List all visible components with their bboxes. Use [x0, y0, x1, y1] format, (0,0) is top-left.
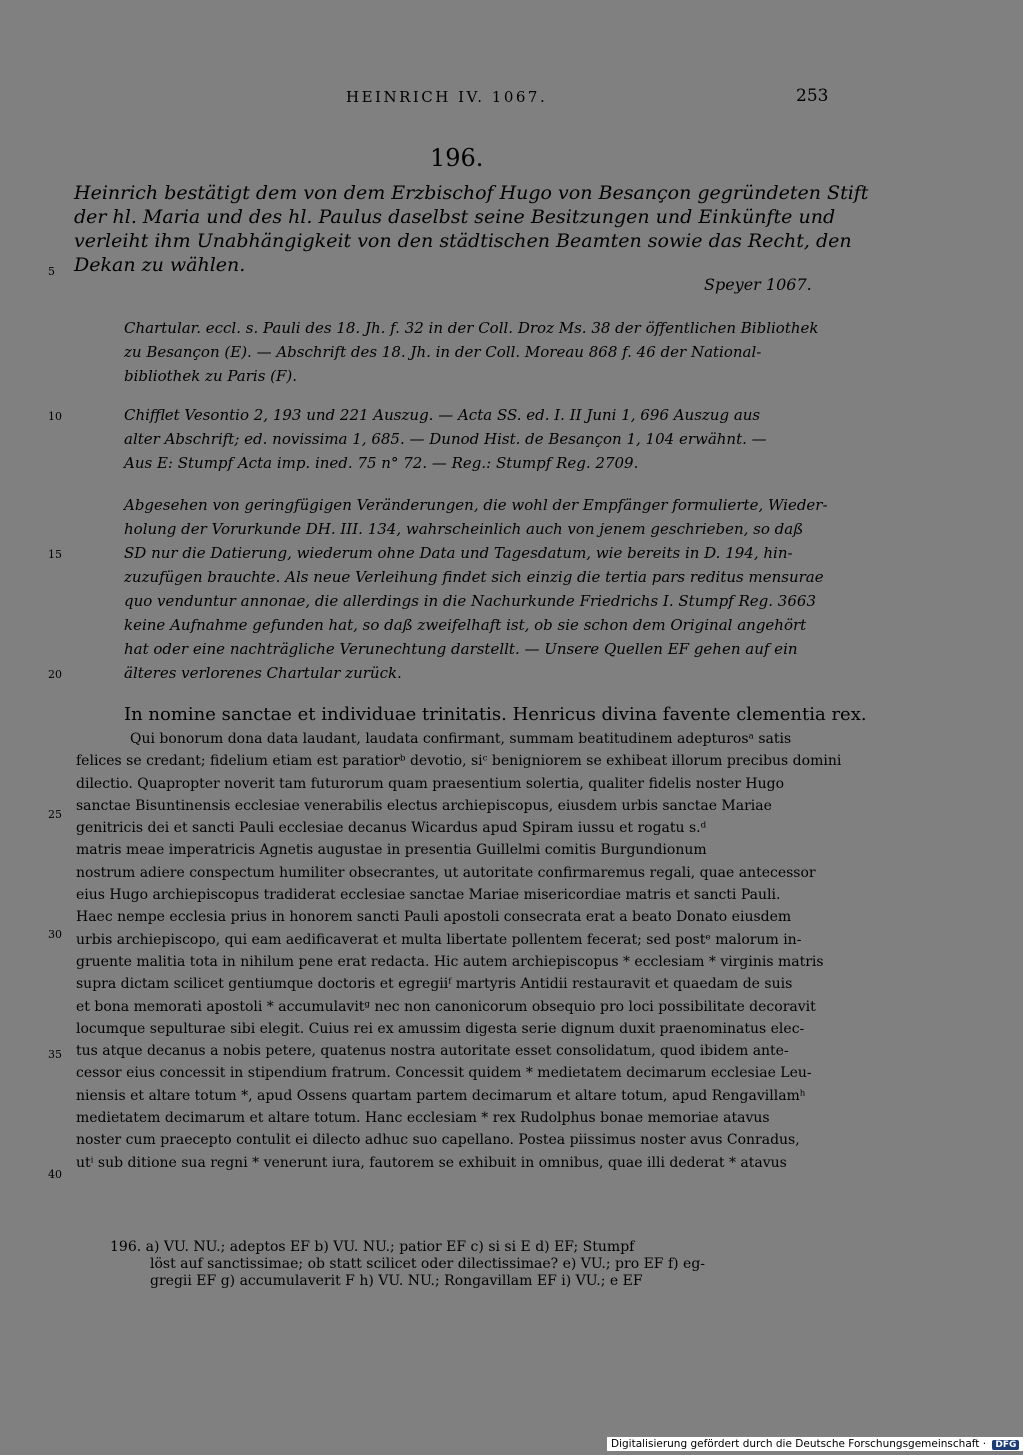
- page-number: 253: [796, 86, 829, 106]
- charter-line: tus atque decanus a nobis petere, quatenus nostra autoritate esset consolidatum, quod ibidem ante-: [76, 1043, 789, 1060]
- charter-line: noster cum praecepto contulit ei dilecto adhuc suo capellano. Postea piissimus noster avus Conradus,: [76, 1132, 800, 1149]
- charter-line: dilectio. Quapropter noverit tam futurorum quam praesentium solertia, qualiter fidelis noster Hugo: [76, 775, 785, 792]
- regest-line: verleiht ihm Unabhängigkeit von den städtischen Beamten sowie das Recht, den: [74, 230, 852, 252]
- line-number: 25: [48, 808, 62, 821]
- tradition-line: Chartular. eccl. s. Pauli des 18. Jh. f. 32 in der Coll. Droz Ms. 38 der öffentlichen Bibliothek: [124, 319, 819, 337]
- footer-text: Digitalisierung gefördert durch die Deutsche Forschungsgemeinschaft ·: [611, 1438, 987, 1450]
- commentary-line: SD nur die Datierung, wiederum ohne Data und Tagesdatum, wie bereits in D. 194, hin-: [124, 544, 793, 562]
- charter-line: gruente malitia tota in nihilum pene erat redacta. Hic autem archiepiscopus * ecclesiam * virginis matris: [76, 953, 824, 970]
- regest-line: der hl. Maria und des hl. Paulus daselbst seine Besitzungen und Einkünfte und: [74, 206, 836, 228]
- prints-line: alter Abschrift; ed. novissima 1, 685. — Dunod Hist. de Besançon 1, 104 erwähnt. —: [124, 430, 767, 448]
- charter-line: et bona memorati apostoli * accumulavitᵍ nec non canonicorum obsequio pro loci possibilitate decoravit: [76, 998, 816, 1015]
- document-number: 196.: [430, 144, 484, 172]
- charter-line: nostrum adiere conspectum humiliter obsecrantes, ut autoritate confirmaremus regali, quae antecessor: [76, 864, 816, 881]
- place-date: Speyer 1067.: [704, 275, 812, 294]
- charter-line: matris meae imperatricis Agnetis augustae in presentia Guillelmi comitis Burgundionum: [76, 842, 707, 859]
- charter-line: sanctae Bisuntinensis ecclesiae venerabilis electus archiepiscopus, eiusdem urbis sanctae Mariae: [76, 797, 772, 814]
- charter-invocatio: In nomine sanctae et individuae trinitatis. Henricus divina favente clementia rex.: [124, 704, 867, 725]
- commentary-line: keine Aufnahme gefunden hat, so daß zweifelhaft ist, ob sie schon dem Original angehört: [124, 616, 807, 634]
- commentary-paragraph: [124, 493, 830, 685]
- line-number: 20: [48, 668, 62, 681]
- tradition-paragraph: [124, 316, 830, 388]
- apparatus-line: 196. a) VU. NU.; adeptos EF b) VU. NU.; patior EF c) si si E d) EF; Stumpf: [110, 1239, 635, 1255]
- commentary-line: Abgesehen von geringfügigen Veränderungen, die wohl der Empfänger formulierte, Wieder-: [124, 496, 828, 514]
- line-number: 10: [48, 410, 62, 423]
- charter-line: felices se credant; fidelium etiam est paratiorᵇ devotio, siᶜ benigniorem se exhibeat illorum precibus domini: [76, 753, 842, 770]
- line-number: 5: [48, 265, 55, 278]
- critical-apparatus: [110, 1239, 832, 1290]
- line-number: 40: [48, 1168, 62, 1181]
- apparatus-line: gregii EF g) accumulaverit F h) VU. NU.; Rongavillam EF i) VU.; e EF: [150, 1273, 643, 1289]
- commentary-line: hat oder eine nachträgliche Verunechtung darstellt. — Unsere Quellen EF gehen auf ein: [124, 640, 798, 658]
- charter-line: niensis et altare totum *, apud Ossens quartam partem decimarum et altare totum, apud Rengavillamʰ: [76, 1087, 806, 1104]
- regest-line: Heinrich bestätigt dem von dem Erzbischof Hugo von Besançon gegründeten Stift: [74, 182, 869, 204]
- dfg-logo-icon: DFG: [992, 1440, 1019, 1450]
- tradition-line: zu Besançon (E). — Abschrift des 18. Jh. in der Coll. Moreau 868 f. 46 der National-: [124, 343, 762, 361]
- charter-line: cessor eius concessit in stipendium fratrum. Concessit quidem * medietatem decimarum ecclesiae Leu-: [76, 1065, 812, 1082]
- regest: [74, 181, 869, 277]
- commentary-line: zuzufügen brauchte. Als neue Verleihung findet sich einzig die tertia pars reditus mensurae: [124, 568, 824, 586]
- charter-line: genitricis dei et sancti Pauli ecclesiae decanus Wicardus apud Spiram iussu et rogatu s.ᵈ: [76, 820, 707, 837]
- charter-line: Qui bonorum dona data laudant, laudata confirmant, summam beatitudinem adepturosᵃ satis: [130, 731, 792, 747]
- running-head: HEINRICH IV. 1067.: [346, 88, 548, 106]
- charter-line: eius Hugo archiepiscopus tradiderat ecclesiae sanctae Mariae misericordiae matris et sancti Pauli.: [76, 887, 781, 904]
- tradition-line: bibliothek zu Paris (F).: [124, 367, 298, 385]
- charter-line: medietatem decimarum et altare totum. Hanc ecclesiam * rex Rudolphus bonae memoriae atavus: [76, 1110, 770, 1127]
- charter-line: locumque sepulturae sibi elegit. Cuius rei ex amussim digesta serie dignum duxit praenominatus elec-: [76, 1020, 805, 1037]
- regest-line: Dekan zu wählen.: [74, 254, 246, 276]
- commentary-line: älteres verlorenes Chartular zurück.: [124, 664, 402, 682]
- charter-text: [76, 728, 842, 1174]
- line-number: 15: [48, 548, 62, 561]
- line-number: 30: [48, 928, 62, 941]
- prints-line: Aus E: Stumpf Acta imp. ined. 75 n° 72. — Reg.: Stumpf Reg. 2709.: [124, 454, 639, 472]
- commentary-line: quo venduntur annonae, die allerdings in die Nachurkunde Friedrichs I. Stumpf Reg. 3663: [124, 592, 816, 610]
- line-number: 35: [48, 1048, 62, 1061]
- charter-line: supra dictam scilicet gentiumque doctoris et egregiiᶠ martyris Antidii restauravit et quaedam de suis: [76, 976, 793, 993]
- charter-line: Haec nempe ecclesia prius in honorem sancti Pauli apostoli consecrata erat a beato Donato eiusdem: [76, 909, 792, 926]
- charter-line: urbis archiepiscopo, qui eam aedificaverat et multa libertate pollentem fecerat; sed postᵉ malorum in-: [76, 931, 802, 948]
- prints-line: Chifflet Vesontio 2, 193 und 221 Auszug. — Acta SS. ed. I. II Juni 1, 696 Auszug aus: [124, 406, 761, 424]
- apparatus-line: löst auf sanctissimae; ob statt scilicet oder dilectissimae? e) VU.; pro EF f) eg-: [150, 1256, 706, 1272]
- prints-paragraph: [124, 403, 830, 475]
- commentary-line: holung der Vorurkunde DH. III. 134, wahrscheinlich auch von jenem geschrieben, so daß: [124, 520, 804, 538]
- charter-line: utⁱ sub ditione sua regni * venerunt iura, fautorem se exhibuit in omnibus, quae illi dederat * atavus: [76, 1154, 787, 1171]
- funding-footer: [607, 1437, 1023, 1451]
